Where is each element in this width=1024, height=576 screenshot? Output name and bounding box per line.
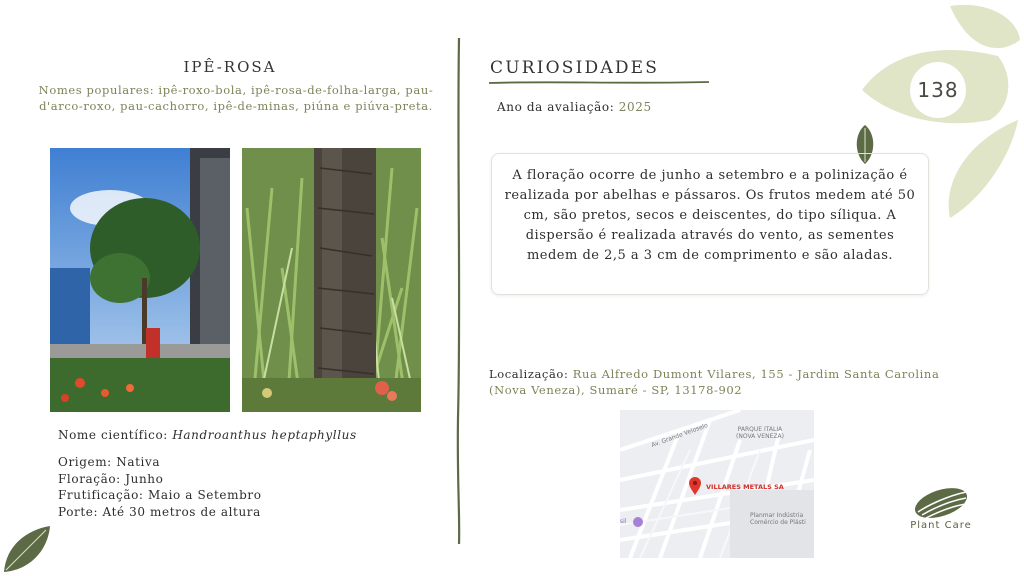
- fact-size: Porte: Até 30 metros de altura: [58, 504, 261, 519]
- trunk-photo: [242, 148, 421, 412]
- scientific-name-line: [58, 428, 357, 442]
- map-area-label: PARQUE ITALIA (NOVA VENEZA): [736, 426, 784, 440]
- title-underline: [489, 80, 711, 86]
- map-business-label: Planmar Indústria Comércio de Plásti: [750, 512, 806, 526]
- map-edge-label: sil: [620, 518, 627, 525]
- corner-leaf-icon: [0, 522, 54, 576]
- popular-names: Nomes populares: ipê-roxo-bola, ipê-rosa-de-folha-larga, pau-d'arco-roxo, pau-cachorro, ipê-de-minas, piúna e piúva-preta.: [38, 83, 434, 113]
- street-tree-photo: [50, 148, 230, 412]
- scientific-name-label: Nome científico:: [58, 428, 173, 442]
- plant-care-logo-text: Plant Care: [910, 520, 972, 531]
- location-label: Localização:: [489, 367, 573, 381]
- fact-origin: Origem: Nativa: [58, 455, 161, 469]
- map-pin-icon: [688, 476, 702, 496]
- evaluation-year: [497, 100, 652, 114]
- map-pin-label: VILLARES METALS SA: [706, 483, 784, 491]
- column-divider: [455, 38, 463, 544]
- year-value: 2025: [618, 100, 652, 114]
- location: [489, 366, 969, 398]
- plant-facts: [58, 454, 262, 520]
- curiosity-box: [491, 153, 929, 295]
- leaf-bottom-icon: [949, 120, 1018, 218]
- plant-care-logo-icon: [912, 486, 970, 520]
- location-map[interactable]: [620, 410, 814, 558]
- page-number: 138: [917, 78, 959, 102]
- location-address: Rua Alfredo Dumont Vilares, 155 - Jardim Santa Carolina (Nova Veneza), Sumaré - SP, 13178-902: [489, 367, 940, 397]
- fact-flowering: Floração: Junho: [58, 471, 164, 486]
- curiosity-text: A floração ocorre de junho a setembro e a polinização é realizada por abelhas e pássaros. Os frutos medem até 50 cm, são pretos, secos e deiscentes, do tipo síliqua. A dispersão é realizada através do vento, as sementes medem de 2,5 a 3 cm de comprimento e são aladas.: [504, 168, 916, 263]
- curiosities-title: CURIOSIDADES: [490, 58, 660, 78]
- species-title: IPÊ-ROSA: [183, 58, 277, 76]
- scientific-name: Handroanthus heptaphyllus: [172, 428, 357, 442]
- map-street-label: Av. Grande Veloselo: [650, 422, 709, 449]
- leaf-top-icon: [950, 5, 1020, 48]
- fact-fruiting: Frutificação: Maio a Setembro: [58, 488, 262, 502]
- year-label: Ano da avaliação:: [497, 100, 619, 114]
